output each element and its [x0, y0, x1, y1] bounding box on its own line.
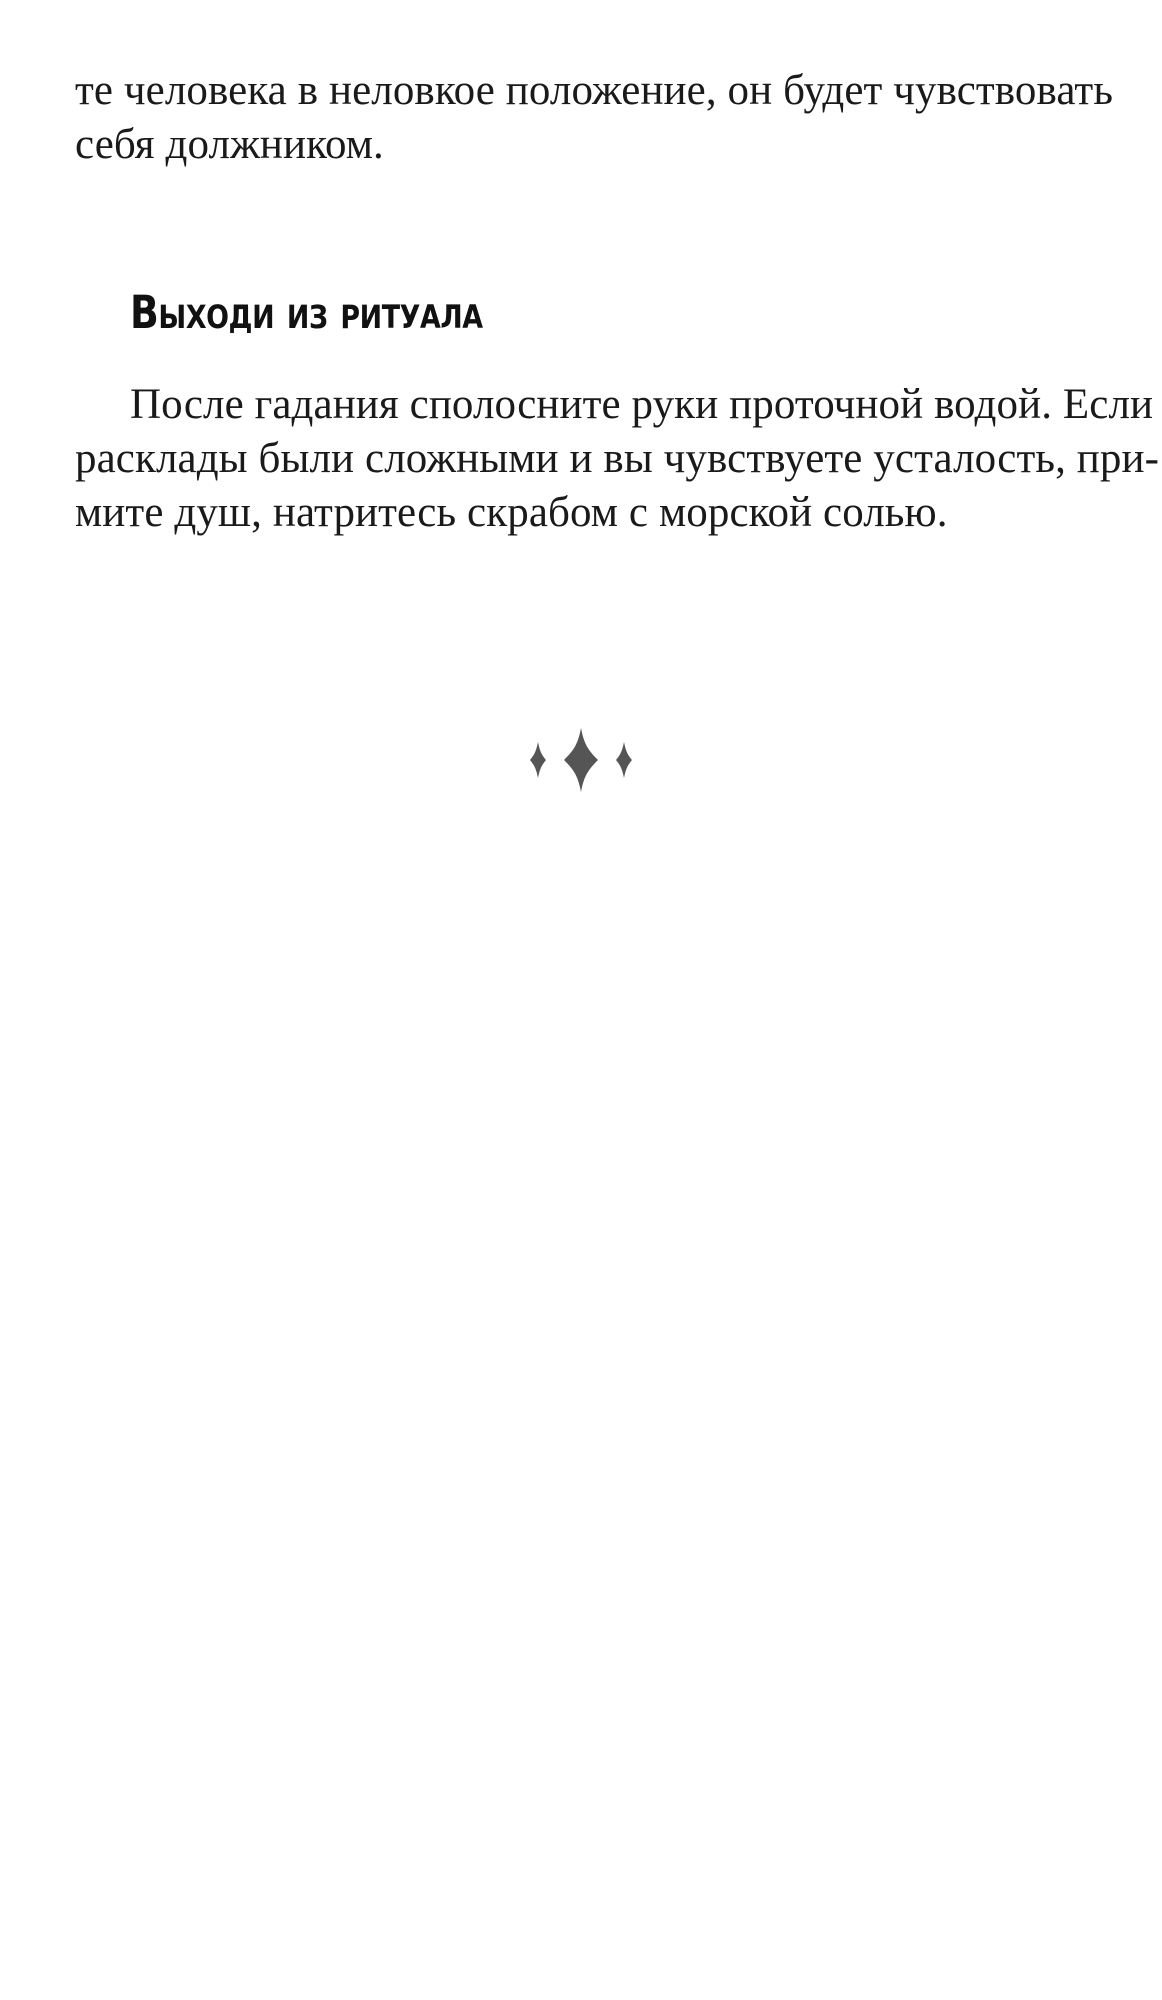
paragraph-line: расклады были сложными и вы чувствуете усталость, при- [75, 435, 1160, 482]
carryover-paragraph [75, 64, 1114, 172]
paragraph-line: себя должником. [75, 121, 384, 168]
small-star-right [616, 742, 632, 778]
three-diamond-stars-icon [516, 720, 646, 800]
paragraph-line: те человека в неловкое положение, он будет чувствовать [75, 67, 1114, 114]
paragraph-line: мите душ, натритесь скрабом с морской солью. [75, 489, 948, 536]
section-heading: Выходи из ритуала [130, 286, 483, 339]
paragraph-line: После гадания сполосните руки проточной водой. Если [130, 381, 1154, 428]
section-paragraph [75, 378, 1160, 540]
small-star-left [530, 742, 546, 778]
large-star-center [564, 728, 598, 792]
